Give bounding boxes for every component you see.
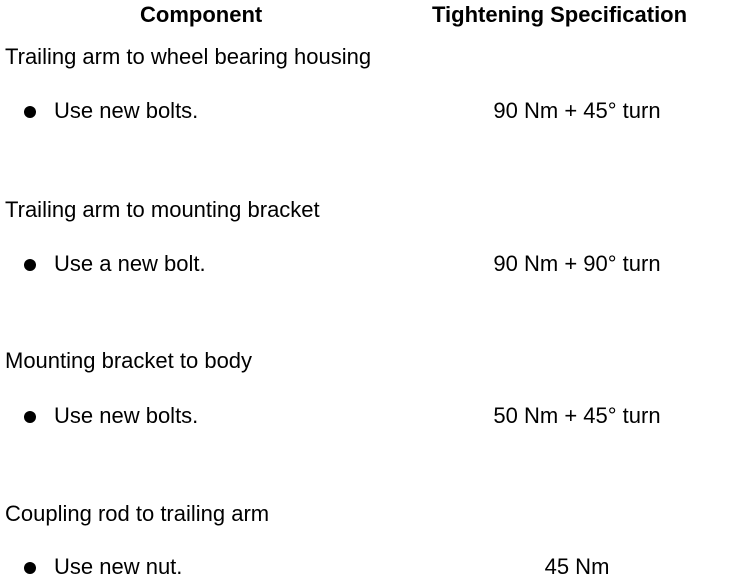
tightening-spec: 45 Nm	[544, 554, 610, 579]
tightening-spec: 90 Nm + 45° turn	[493, 98, 661, 123]
header-component: Component	[140, 2, 263, 27]
header-tightening-specification: Tightening Specification	[432, 2, 688, 27]
bullet-icon	[24, 562, 36, 574]
component-title: Mounting bracket to body	[5, 348, 253, 373]
note-row	[0, 249, 736, 279]
tightening-spec: 50 Nm + 45° turn	[493, 403, 661, 428]
bullet-icon	[24, 259, 36, 271]
note-text: Use new bolts.	[54, 403, 199, 428]
note-row	[0, 552, 736, 582]
bullet-icon	[24, 411, 36, 423]
bullet-icon	[24, 106, 36, 118]
note-row	[0, 96, 736, 126]
component-title: Coupling rod to trailing arm	[5, 501, 270, 526]
note-row	[0, 401, 736, 431]
note-text: Use a new bolt.	[54, 251, 206, 276]
note-text: Use new nut.	[54, 554, 183, 579]
note-text: Use new bolts.	[54, 98, 199, 123]
tightening-spec: 90 Nm + 90° turn	[493, 251, 661, 276]
component-title: Trailing arm to wheel bearing housing	[5, 44, 372, 69]
component-title: Trailing arm to mounting bracket	[5, 197, 320, 222]
